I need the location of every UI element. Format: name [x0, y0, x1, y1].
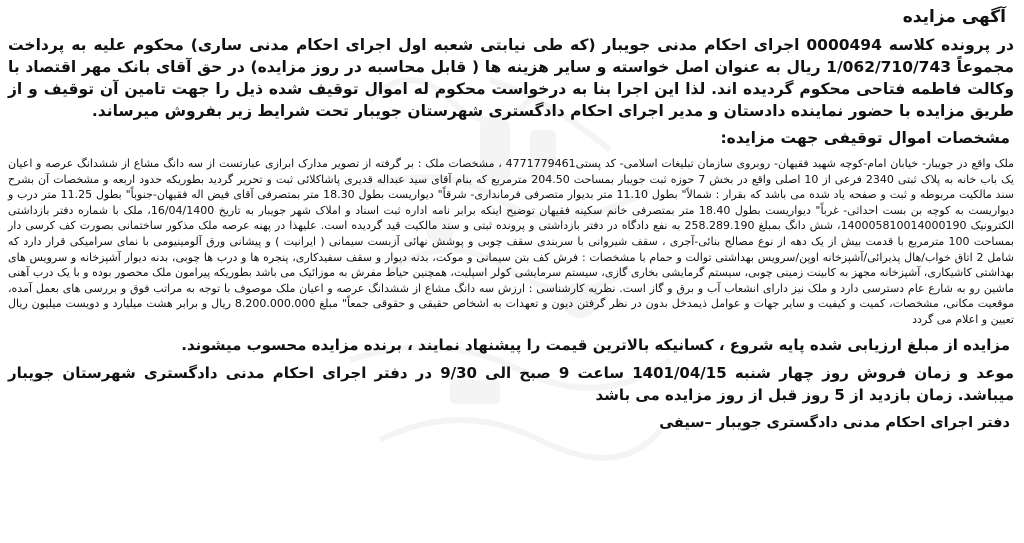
auction-rule-paragraph: مزایده از مبلغ ارزیابی شده پایه شروع ، کسانیکه بالاترین قیمت را پیشنهاد نمایند ، برنده مزایده محسوب میشوند.: [181, 335, 1010, 354]
property-details-paragraph: ملک واقع در جویبار- خیابان امام-کوچه شهید فقیهان- روبروی سازمان تبلیغات اسلامی- کد پستی4771779461 ، مشخصات ملک : بر گرفته از تصویر مدارک ابرازی عبارتست از سه دانگ مشاع از ششدانگ عرصه و اعیان یک باب خانه به پلاک ثبتی 2340 فرعی از 10 اصلی واقع در بخش 7 حوزه ثبت جویبار بمساحت 204.50 مترمربع که بنام آقای سید عبداله قدیری پاشاکلائی ثبت و تحریر گردید بطوریکه حدود اربعه و مشخصات آن بشرح سند مالکیت مربوطه و ثبت و صفحه یاد شده می باشد که بقرار : شمالاً" بطول 11.10 متر بدیوار متصرفی فرمانداری- شرقاً" دیواریست بطول 18.30 متر بمتصرفی آقای فیض اله فقیهان-جنوباً" بطول 11.25 متر درب و دیواریست به کوچه بن بست احداثی- غرباً" دیواریست بطول 18.40 متر بمتصرفی خانم سکینه فقیهان توضیح اینکه برابر نامه اداره ثبت اسناد و املاک شهر جویبار به تاریخ 16/04/1400، ملک با شماره دفتر بازداشتی الکترونیک 140005810014000190، شش دانگ بمبلغ 258.289.190 به نفع دادگاه در دفتر بازداشتی و پرونده ثبتی و سند مالکیت قید گردیده است. علیهذا در پهنه عرصه ملک مذکور ساختمانی بصورت کف کرسی دار بمساحت 100 مترمربع با قدمت بیش از یک دهه از نوع مصالح بنائی-آجری ، سقف شیروانی با سربندی سقف چوبی و پوشش نهائی آزبست سیمانی ( ایرانیت ) و پیشانی ورق آلومینیومی با نمای سرامیکی قرار دارد که شامل 2 اتاق خواب/هال پذیرائی/آشپزخانه اوپن/سرویس بهداشتی توالت و حمام با مشخصات : فرش کف بتن سیمانی و موکت، بدنه دیوار و سقف سفیدکاری، پنجره ها و درب ها چوبی، بدنه دیوار آشپزخانه و سرویس های بهداشتی کاشیکاری، آشپزخانه مجهز به کابینت زمینی چوبی، سیستم گرمایشی بخاری گازی، سیستم سرمایشی کولر اسپلیت، همچنین حیاط مفرش به موزائیک می باشد بطوریکه پیرامون ملک محصور بوده و با یک درب آهنی ماشین رو به شارع عام دسترسی دارد و ملک نیز دارای انشعاب آب و برق و گاز است. نظریه کارشناسی : ارزش سه دانگ مشاع از ششدانگ عرصه و اعیان ملک موصوف با توجه به مراتب فوق و بررسی های بعمل آمده، موقعیت مکانی، مشخصات، کمیت و کیفیت و سایر جهات و عوامل ذیمدخل بدون در نظر گرفتن دیون و تعهدات به اشخاص حقیقی و حقوقی جمعاً" مبلغ 8.200.000.000 ریال و برابر هشت میلیارد و دویست میلیون ریال تعیین و اعلام می گردد: [8, 157, 1015, 326]
auction-notice: [8, 4, 1014, 539]
issuer-signature: دفتر اجرای احکام مدنی دادگستری جویبار –سیفی: [659, 414, 1010, 431]
auction-schedule-paragraph: موعد و زمان فروش روز چهار شنبه 1401/04/15 ساعت 9 صبح الی 9/30 در دفتر اجرای احکام مدنی دادگستری شهرستان جویبار میباشد. زمان بازدید از 5 روز قبل از روز مزایده می باشد: [8, 363, 1015, 404]
notice-title: آگهی مزایده: [902, 7, 1006, 27]
property-section-heading: مشخصات اموال توقیفی جهت مزایده:: [720, 129, 1010, 147]
notice-intro-paragraph: در پرونده کلاسه 0000494 اجرای احکام مدنی جویبار (که طی نیابتی شعبه اول اجرای احکام مدنی ساری) محکوم علیه به پرداخت مجموعاً 1/062/710/743 ریال به عنوان اصل خواسته و سایر هزینه ها ( قابل محاسبه در روز مزایده) در حق آقای بانک مهر اقتصاد با وکالت فاطمه فتاحی محکوم گردیده اند. لذا این اجرا بنا به درخواست محکوم له اموال توقیف شده ذیل را جهت تامین آن توقیف و از طریق مزایده با حضور نماینده دادستان و مدیر اجرای احکام دادگستری شهرستان جویبار تحت شرایط زیر بفروش میرساند.: [8, 36, 1014, 120]
